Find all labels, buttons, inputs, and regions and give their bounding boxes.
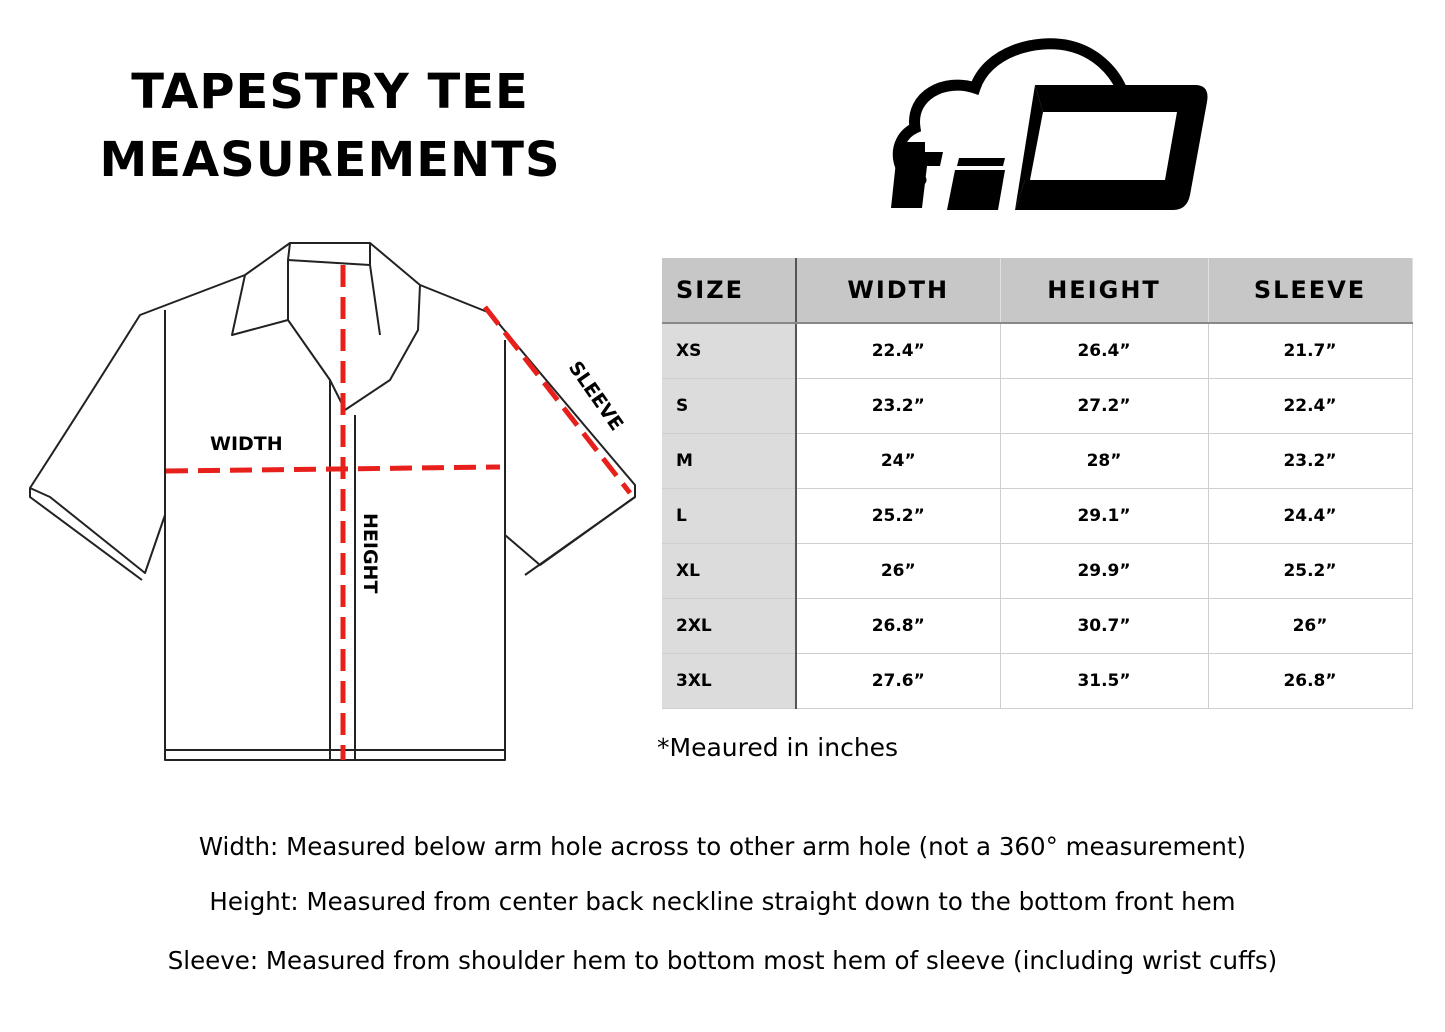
width-cell: 27.6” [796,654,1000,709]
units-note: *Meaured in inches [657,733,899,762]
sleeve-cell: 24.4” [1208,489,1412,544]
header-size: SIZE [662,258,796,323]
width-cell: 22.4” [796,323,1000,379]
width-cell: 26.8” [796,599,1000,654]
page-title [80,58,580,194]
height-cell: 26.4” [1000,323,1208,379]
width-cell: 26” [796,544,1000,599]
size-cell: M [662,434,796,489]
table-row [662,654,1412,709]
title-line-2: MEASUREMENTS [99,132,561,188]
table-row [662,434,1412,489]
table-row [662,544,1412,599]
height-cell: 31.5” [1000,654,1208,709]
size-cell: S [662,379,796,434]
width-measure-line [166,467,500,471]
height-label: HEIGHT [359,513,381,594]
height-cell: 29.1” [1000,489,1208,544]
height-description: Height: Measured from center back neckline straight down to the bottom front hem [209,887,1236,916]
height-cell: 27.2” [1000,379,1208,434]
height-cell: 28” [1000,434,1208,489]
size-chart-table [662,258,1413,709]
table-header-row [662,258,1412,323]
table-row [662,599,1412,654]
size-cell: 3XL [662,654,796,709]
width-cell: 24” [796,434,1000,489]
table-row [662,489,1412,544]
size-cell: XS [662,323,796,379]
sleeve-label: SLEEVE [563,357,628,435]
title-line-1: TAPESTRY TEE [131,64,529,120]
table-row [662,323,1412,379]
size-cell: L [662,489,796,544]
height-cell: 29.9” [1000,544,1208,599]
sleeve-cell: 26.8” [1208,654,1412,709]
header-height: HEIGHT [1000,258,1208,323]
width-cell: 25.2” [796,489,1000,544]
width-description: Width: Measured below arm hole across to other arm hole (not a 360° measurement) [198,832,1247,861]
width-cell: 23.2” [796,379,1000,434]
height-cell: 30.7” [1000,599,1208,654]
sleeve-cell: 25.2” [1208,544,1412,599]
cloud-logo-icon [885,30,1215,215]
shirt-outline [165,310,505,760]
shirt-diagram [20,235,645,770]
sleeve-cell: 21.7” [1208,323,1412,379]
sleeve-description: Sleeve: Measured from shoulder hem to bottom most hem of sleeve (including wrist cuffs) [167,946,1278,975]
sleeve-cell: 26” [1208,599,1412,654]
size-cell: XL [662,544,796,599]
sleeve-cell: 22.4” [1208,379,1412,434]
header-sleeve: SLEEVE [1208,258,1412,323]
size-cell: 2XL [662,599,796,654]
table-row [662,379,1412,434]
width-label: WIDTH [210,433,283,455]
sleeve-cell: 23.2” [1208,434,1412,489]
header-width: WIDTH [796,258,1000,323]
